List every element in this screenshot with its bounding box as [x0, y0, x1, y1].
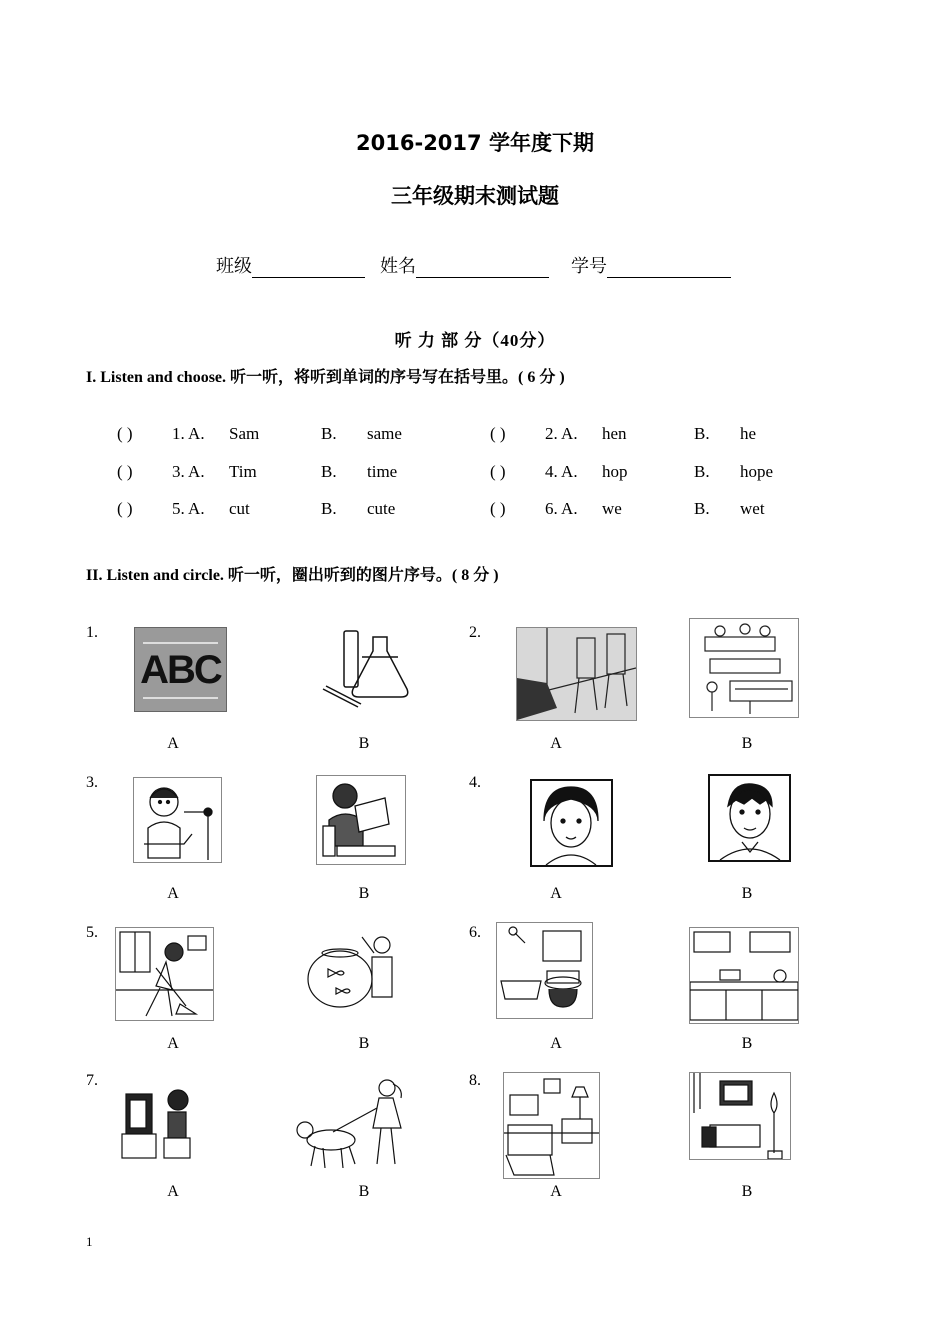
q4-option-a: hop — [602, 462, 628, 481]
boy-watching-tv-picture[interactable] — [120, 1084, 202, 1164]
q4-option-b: hope — [740, 462, 774, 481]
q6-b-label: B. — [694, 499, 710, 518]
class-blank[interactable] — [252, 259, 365, 278]
pic-q7-label-b: B — [358, 1183, 370, 1200]
q3-b-label: B. — [321, 462, 337, 481]
pic-q8-number: 8. — [469, 1072, 481, 1089]
pic-q5-label-b: B — [358, 1035, 370, 1052]
q3-option-b: time — [367, 462, 398, 481]
boy-sweeping-picture[interactable] — [115, 927, 214, 1021]
fish-bowl-picture[interactable] — [302, 927, 400, 1013]
pic-q1-label-b: B — [358, 735, 370, 752]
q6-option-b: wet — [740, 499, 765, 518]
pic-q1-number: 1. — [86, 624, 98, 641]
pic-q5-number: 5. — [86, 924, 98, 941]
pic-q3-number: 3. — [86, 774, 98, 791]
art-room-picture[interactable] — [516, 627, 637, 721]
pic-q2-number: 2. — [469, 624, 481, 641]
q6-number: 6. A. — [545, 499, 578, 518]
number-label: 学号 — [571, 256, 607, 276]
living-room-picture[interactable] — [689, 1072, 791, 1160]
q5-number: 5. A. — [172, 499, 205, 518]
q5-option-b: cute — [367, 499, 396, 518]
pic-q6-number: 6. — [469, 924, 481, 941]
bathroom-picture[interactable] — [496, 922, 593, 1019]
title-line-1: 2016-2017 学年度下期 — [356, 131, 594, 155]
bedroom-picture[interactable] — [503, 1072, 600, 1179]
listening-section-heading: 听 力 部 分（40分） — [394, 331, 556, 350]
q3-bracket[interactable]: ( ) — [117, 462, 133, 481]
q1-number: 1. A. — [172, 424, 205, 443]
q2-bracket[interactable]: ( ) — [490, 424, 506, 443]
pic-q2-label-b: B — [741, 735, 753, 752]
number-blank[interactable] — [607, 259, 731, 278]
q3-option-a: Tim — [229, 462, 257, 481]
q6-bracket[interactable]: ( ) — [490, 499, 506, 518]
pic-q8-label-a: A — [550, 1183, 562, 1200]
boy-reading-picture[interactable] — [316, 775, 406, 865]
title-line-2: 三年级期末测试题 — [391, 184, 559, 208]
woman-face-picture[interactable] — [530, 779, 613, 867]
pic-q3-label-a: A — [167, 885, 179, 902]
girl-singing-picture[interactable] — [133, 777, 222, 863]
part1-title: I. Listen and choose. 听一听，将听到单词的序号写在括号里。( 6 分 ) — [86, 369, 565, 386]
q4-bracket[interactable]: ( ) — [490, 462, 506, 481]
pic-q4-label-b: B — [741, 885, 753, 902]
name-field — [380, 252, 549, 278]
q6-option-a: we — [602, 499, 622, 518]
man-face-picture[interactable] — [708, 774, 791, 862]
q5-option-a: cut — [229, 499, 250, 518]
girl-walking-dog-picture[interactable] — [293, 1074, 413, 1170]
q5-b-label: B. — [321, 499, 337, 518]
q2-b-label: B. — [694, 424, 710, 443]
pic-q5-label-a: A — [167, 1035, 179, 1052]
q2-number: 2. A. — [545, 424, 578, 443]
q2-option-b: he — [740, 424, 757, 443]
pic-q8-label-b: B — [741, 1183, 753, 1200]
pic-q2-label-a: A — [550, 735, 562, 752]
name-blank[interactable] — [416, 259, 549, 278]
class-field — [216, 252, 365, 278]
q1-option-b: same — [367, 424, 402, 443]
science-flasks-picture[interactable] — [318, 627, 422, 710]
q5-bracket[interactable]: ( ) — [117, 499, 133, 518]
pic-q7-label-a: A — [167, 1183, 179, 1200]
pic-q4-label-a: A — [550, 885, 562, 902]
q1-b-label: B. — [321, 424, 337, 443]
q1-bracket[interactable]: ( ) — [117, 424, 133, 443]
music-room-picture[interactable] — [689, 618, 799, 718]
q2-option-a: hen — [602, 424, 627, 443]
kitchen-picture[interactable] — [689, 927, 799, 1024]
pic-q4-number: 4. — [469, 774, 481, 791]
q1-option-a: Sam — [229, 424, 260, 443]
abc-letters-picture[interactable] — [134, 627, 227, 712]
q4-b-label: B. — [694, 462, 710, 481]
q4-number: 4. A. — [545, 462, 578, 481]
class-label: 班级 — [216, 256, 252, 276]
page-number: 1 — [86, 1234, 93, 1249]
pic-q7-number: 7. — [86, 1072, 98, 1089]
pic-q6-label-a: A — [550, 1035, 562, 1052]
name-label: 姓名 — [380, 256, 416, 276]
pic-q1-label-a: A — [167, 735, 179, 752]
pic-q3-label-b: B — [358, 885, 370, 902]
part2-title: II. Listen and circle. 听一听，圈出听到的图片序号。( 8 分 ) — [86, 567, 499, 584]
number-field — [571, 252, 731, 278]
pic-q6-label-b: B — [741, 1035, 753, 1052]
q3-number: 3. A. — [172, 462, 205, 481]
abc-text: ABC — [140, 648, 221, 692]
